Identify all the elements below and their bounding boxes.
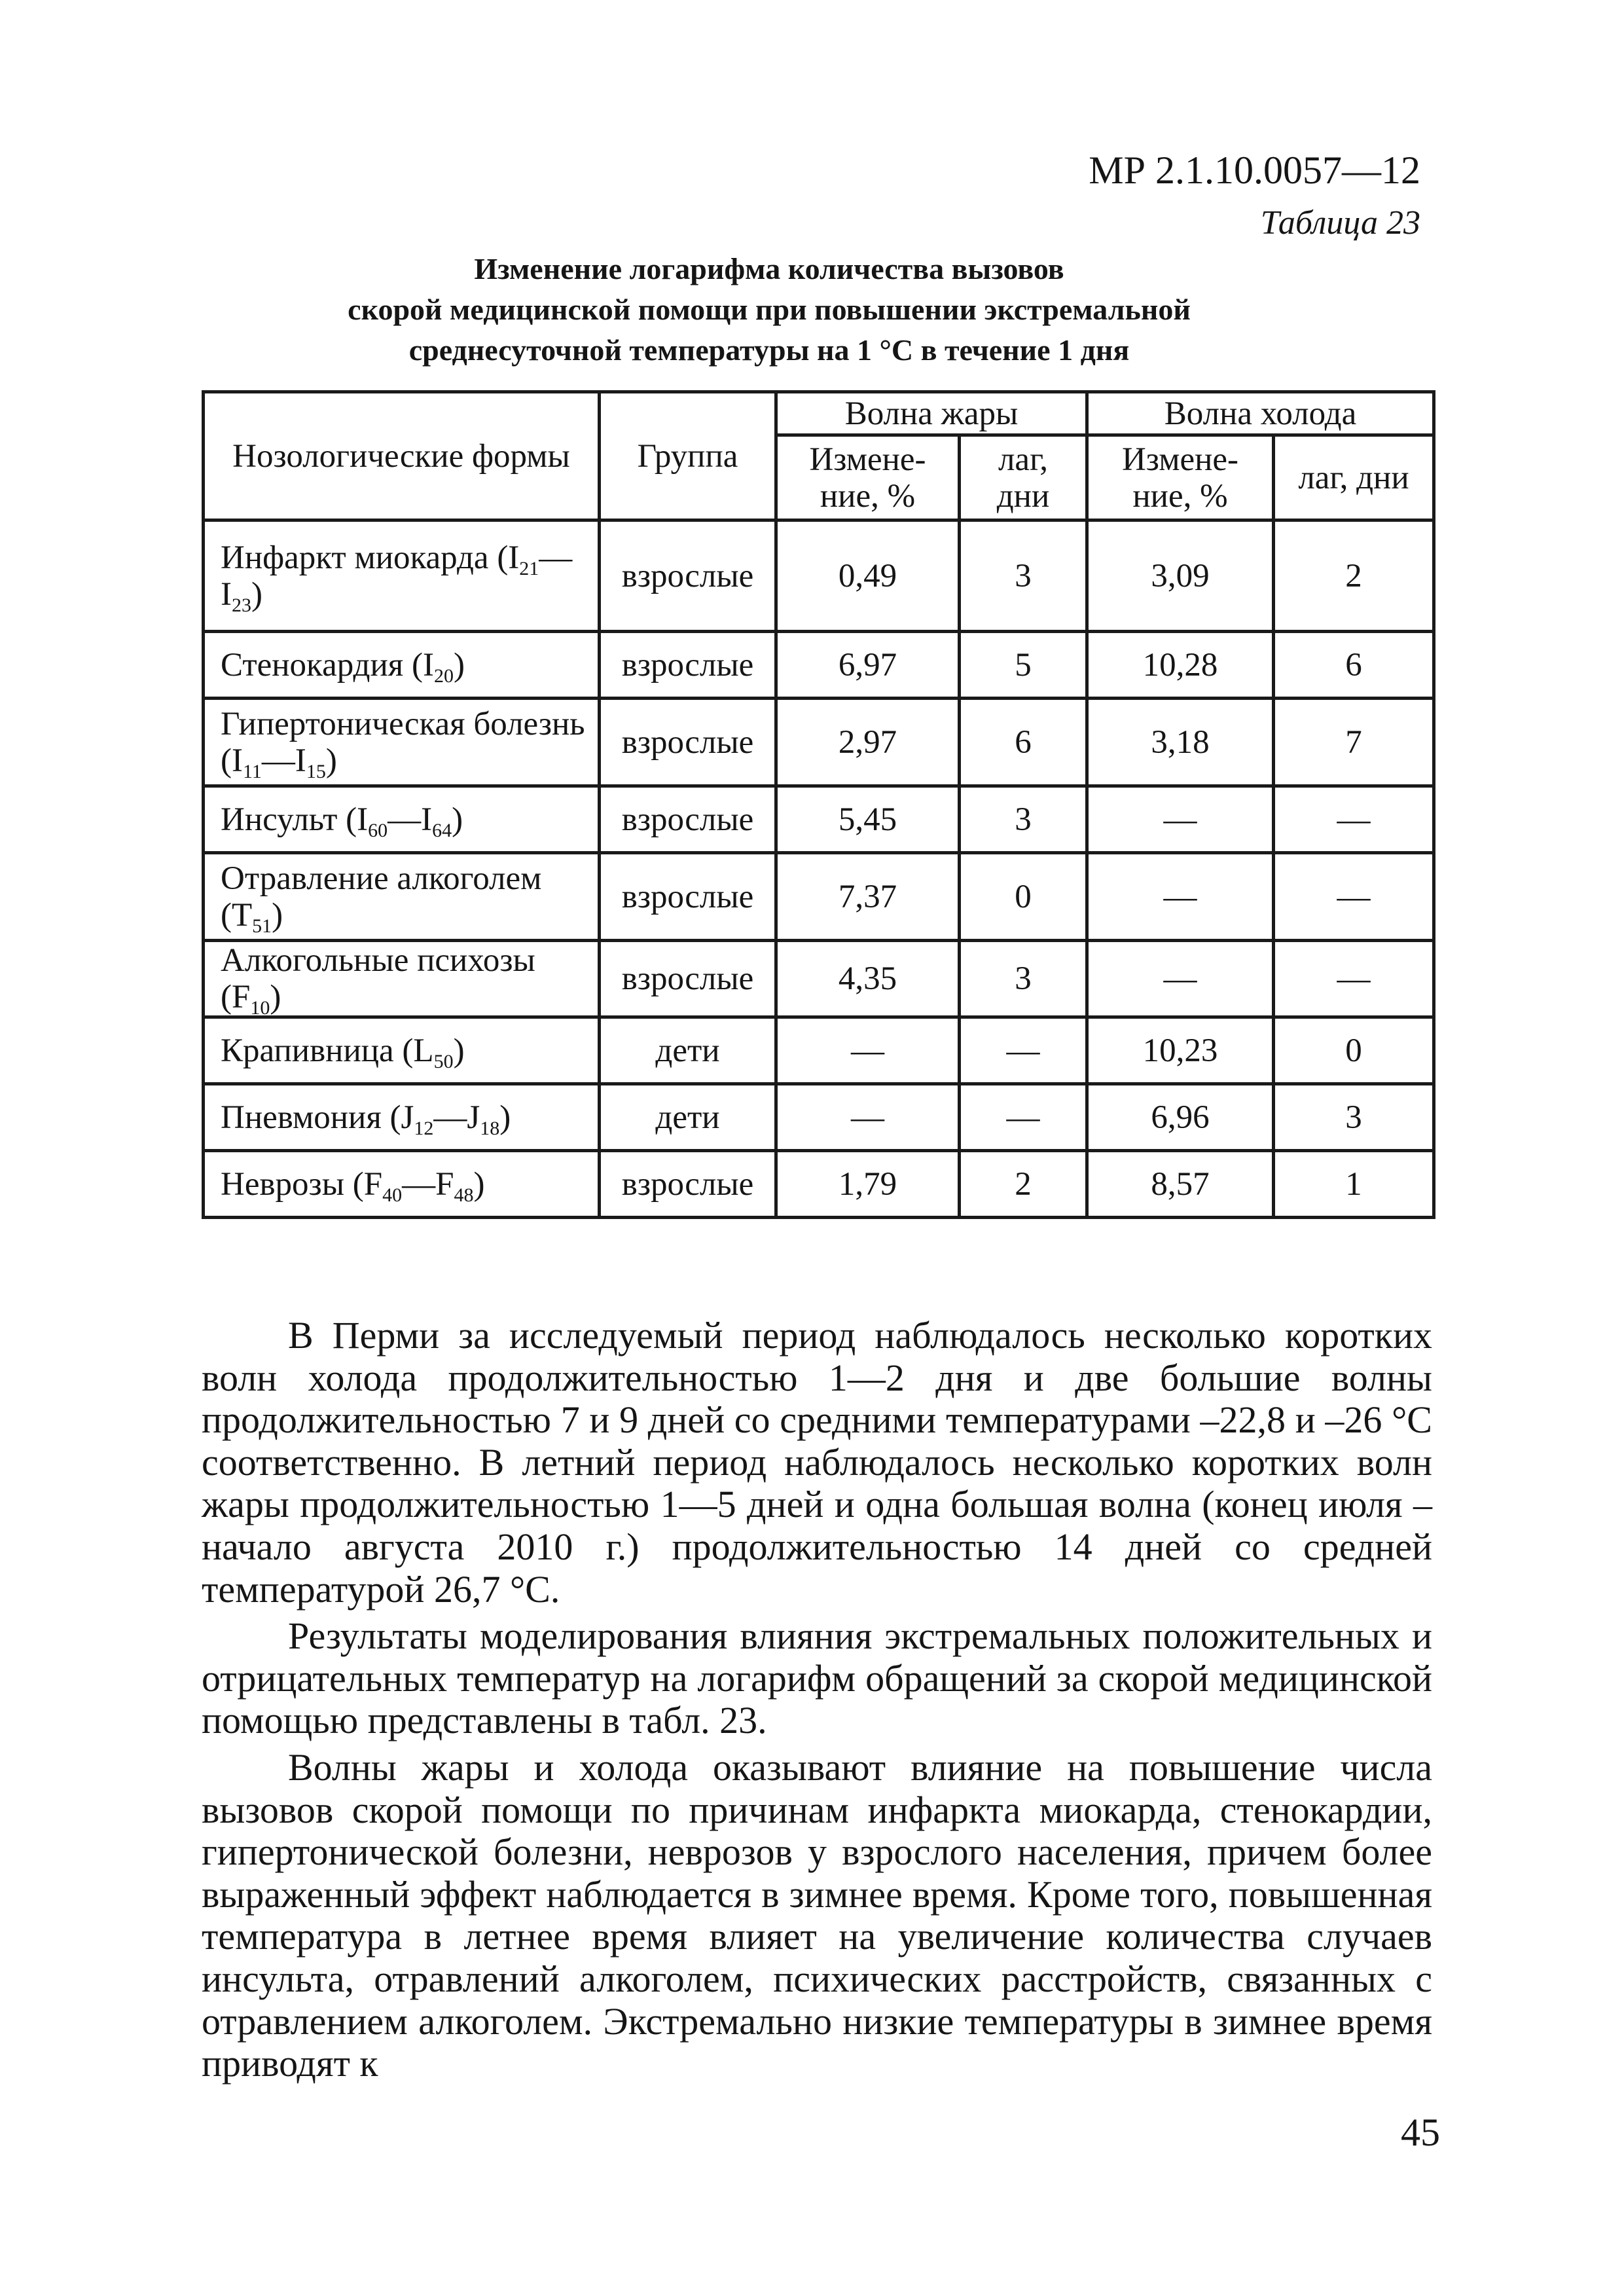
cell-heat-lag: 3 bbox=[960, 520, 1087, 632]
cell-cold-change: 6,96 bbox=[1087, 1084, 1274, 1151]
header-cold-lag: лаг, дни bbox=[1274, 435, 1434, 520]
header-cold-wave: Волна холода bbox=[1087, 392, 1434, 435]
cell-heat-lag: 0 bbox=[960, 853, 1087, 941]
cell-heat-change: 6,97 bbox=[776, 632, 960, 699]
paragraph: Результаты моделирования влияния экстремальных положительных и отрицательных температур на логарифм обращений за скорой медицинской помощью представлены в табл. 23. bbox=[202, 1614, 1432, 1742]
cell-form: Неврозы $(F_{40}—F_{48})$ bbox=[204, 1151, 600, 1218]
cell-cold-change: 8,57 bbox=[1087, 1151, 1274, 1218]
header-heat-lag: лаг, дни bbox=[960, 435, 1087, 520]
body-text bbox=[202, 1315, 1432, 2090]
cell-group: взрослые bbox=[600, 520, 776, 632]
cell-group: взрослые bbox=[600, 1151, 776, 1218]
table-title-line: среднесуточной температуры на 1 °С в течение 1 дня bbox=[408, 333, 1130, 367]
cell-group: взрослые bbox=[600, 699, 776, 786]
cell-heat-lag: — bbox=[960, 1084, 1087, 1151]
paragraph: В Перми за исследуемый период наблюдалось несколько коротких волн холода продолжительностью 1—2 дня и две большие волны продолжительностью 7 и 9 дней со средними температурами –22,8 и –26 °С соответственно. В летний период наблюдалось несколько коротких волн жары продолжительностью 1—5 дней и одна большая волна (конец июля – начало августа 2010 г.) продолжительностью 14 дней со средней температурой 26,7 °С. bbox=[202, 1314, 1432, 1611]
cell-cold-change: 3,18 bbox=[1087, 699, 1274, 786]
cell-cold-lag: — bbox=[1274, 853, 1434, 941]
cell-cold-lag: — bbox=[1274, 786, 1434, 853]
header-heat-wave: Волна жары bbox=[776, 392, 1087, 435]
document-code: МР 2.1.10.0057—12 bbox=[1089, 149, 1420, 192]
cell-group: дети bbox=[600, 1084, 776, 1151]
cell-form: Пневмония $(J_{12}—J_{18})$ bbox=[204, 1084, 600, 1151]
cell-cold-change: — bbox=[1087, 853, 1274, 941]
cell-heat-change: 4,35 bbox=[776, 941, 960, 1017]
cell-cold-lag: 2 bbox=[1274, 520, 1434, 632]
cell-heat-lag: 6 bbox=[960, 699, 1087, 786]
cell-heat-change: 7,37 bbox=[776, 853, 960, 941]
cell-group: дети bbox=[600, 1017, 776, 1084]
cell-cold-lag: 1 bbox=[1274, 1151, 1434, 1218]
table-row bbox=[204, 699, 1434, 786]
table-title-line: Изменение логарифма количества вызовов bbox=[474, 252, 1064, 285]
cell-heat-lag: 2 bbox=[960, 1151, 1087, 1218]
table-row bbox=[204, 632, 1434, 699]
cell-group: взрослые bbox=[600, 786, 776, 853]
table-row bbox=[204, 520, 1434, 632]
table-row bbox=[204, 1084, 1434, 1151]
page-number: 45 bbox=[1401, 2111, 1440, 2154]
cell-heat-lag: 3 bbox=[960, 786, 1087, 853]
cell-form: Алкогольные психозы $(F_{10})$ bbox=[204, 941, 600, 1017]
header-group: Группа bbox=[600, 392, 776, 520]
cell-heat-change: — bbox=[776, 1017, 960, 1084]
cell-heat-change: 0,49 bbox=[776, 520, 960, 632]
cell-cold-change: 3,09 bbox=[1087, 520, 1274, 632]
cell-cold-change: 10,28 bbox=[1087, 632, 1274, 699]
cell-heat-lag: 3 bbox=[960, 941, 1087, 1017]
cell-cold-lag: 0 bbox=[1274, 1017, 1434, 1084]
cell-group: взрослые bbox=[600, 941, 776, 1017]
cell-cold-change: — bbox=[1087, 786, 1274, 853]
cell-form: Инфаркт миокарда $(I_{21}—I_{23})$ bbox=[204, 520, 600, 632]
cell-heat-lag: — bbox=[960, 1017, 1087, 1084]
table-header-row bbox=[204, 392, 1434, 435]
header-heat-change: Измене-ние, % bbox=[776, 435, 960, 520]
cell-form: Отравление алкоголем $(T_{51})$ bbox=[204, 853, 600, 941]
table-title bbox=[203, 249, 1335, 371]
cell-heat-lag: 5 bbox=[960, 632, 1087, 699]
paragraph: Волны жары и холода оказывают влияние на повышение числа вызовов скорой помощи по причинам инфаркта миокарда, стенокардии, гипертонической болезни, неврозов у взрослого населения, причем более выраженный эффект наблюдается в зимнее время. Кроме того, повышенная температура в летнее время влияет на увеличение количества случаев инсульта, отравлений алкоголем, психических расстройств, связанных с отравлением алкоголем. Экстремально низкие температуры в зимнее время приводят к bbox=[202, 1745, 1432, 2085]
table-row bbox=[204, 1017, 1434, 1084]
table-row bbox=[204, 786, 1434, 853]
cell-form: Крапивница $(L_{50})$ bbox=[204, 1017, 600, 1084]
table-row bbox=[204, 941, 1434, 1017]
header-cold-change: Измене-ние, % bbox=[1087, 435, 1274, 520]
table-row bbox=[204, 853, 1434, 941]
cell-heat-change: — bbox=[776, 1084, 960, 1151]
cell-cold-lag: — bbox=[1274, 941, 1434, 1017]
header-forms: Нозологические формы bbox=[204, 392, 600, 520]
data-table bbox=[202, 390, 1435, 1219]
cell-cold-lag: 7 bbox=[1274, 699, 1434, 786]
cell-group: взрослые bbox=[600, 632, 776, 699]
table-row bbox=[204, 1151, 1434, 1218]
cell-form: Стенокардия $(I_{20})$ bbox=[204, 632, 600, 699]
cell-heat-change: 5,45 bbox=[776, 786, 960, 853]
cell-cold-change: — bbox=[1087, 941, 1274, 1017]
cell-cold-lag: 6 bbox=[1274, 632, 1434, 699]
cell-cold-lag: 3 bbox=[1274, 1084, 1434, 1151]
cell-cold-change: 10,23 bbox=[1087, 1017, 1274, 1084]
cell-group: взрослые bbox=[600, 853, 776, 941]
cell-form: Гипертоническая болезнь $(I_{11}—I_{15})$ bbox=[204, 699, 600, 786]
cell-heat-change: 1,79 bbox=[776, 1151, 960, 1218]
table-label: Таблица 23 bbox=[1260, 204, 1420, 242]
table-title-line: скорой медицинской помощи при повышении экстремальной bbox=[348, 293, 1191, 326]
cell-heat-change: 2,97 bbox=[776, 699, 960, 786]
cell-form: Инсульт $(I_{60}—I_{64})$ bbox=[204, 786, 600, 853]
